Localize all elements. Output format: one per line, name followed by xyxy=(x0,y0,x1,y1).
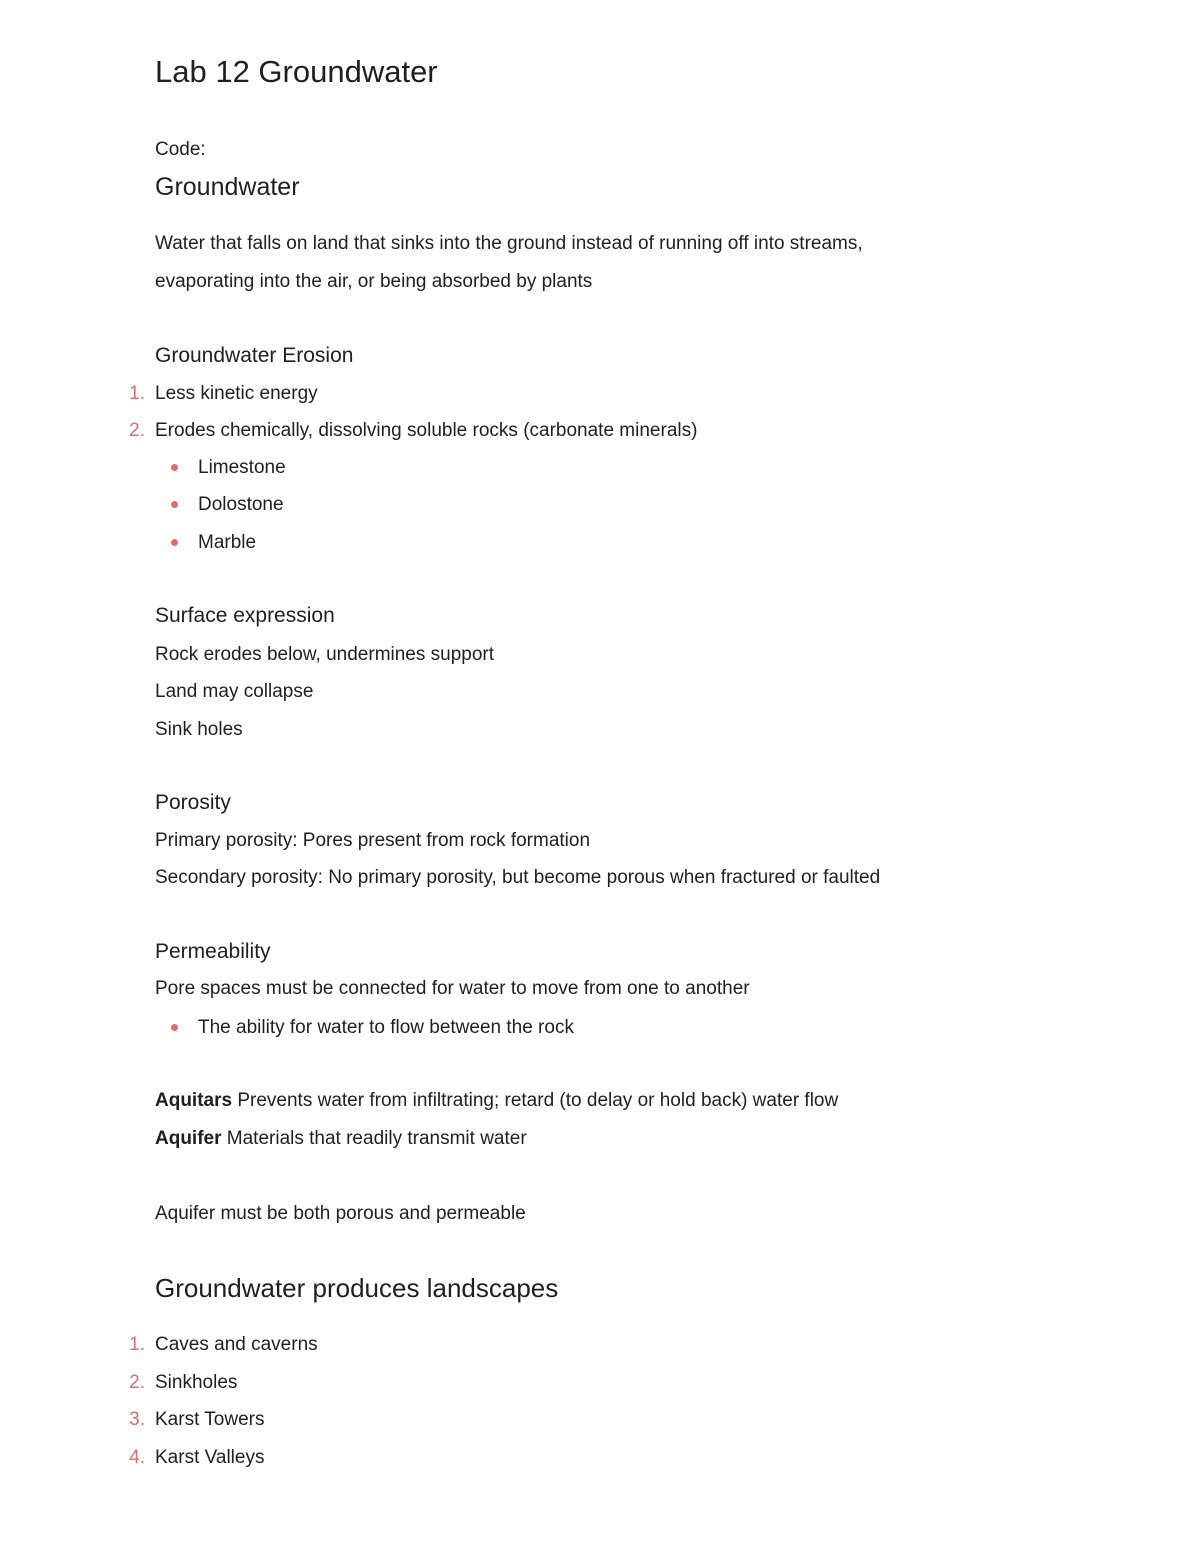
bullet-marker xyxy=(171,1024,178,1031)
aquitars-definition xyxy=(155,1088,838,1114)
bullet-item-marble: Marble xyxy=(198,532,257,553)
bullet-item-dolostone: Dolostone xyxy=(198,494,284,515)
porosity-line: Secondary porosity: No primary porosity, but become porous when fractured or faulted xyxy=(155,867,881,888)
permeability-line: Pore spaces must be connected for water to move from one to another xyxy=(155,978,750,999)
erosion-heading: Groundwater Erosion xyxy=(155,344,354,367)
list-item: Sinkholes xyxy=(155,1372,238,1393)
surface-line: Land may collapse xyxy=(155,681,314,702)
page-title: Lab 12 Groundwater xyxy=(155,54,438,89)
list-item: Karst Valleys xyxy=(155,1447,265,1468)
code-label: Code: xyxy=(155,139,206,160)
list-number: 4. xyxy=(129,1447,145,1468)
list-item: Erodes chemically, dissolving soluble rocks (carbonate minerals) xyxy=(155,420,698,441)
bullet-item-limestone: Limestone xyxy=(198,457,286,478)
aquifer-note: Aquifer must be both porous and permeable xyxy=(155,1203,526,1224)
bullet-marker xyxy=(171,539,178,546)
list-number: 2. xyxy=(129,1372,145,1393)
aquitars-term: Aquitars xyxy=(155,1090,233,1111)
list-item: Less kinetic energy xyxy=(155,383,318,404)
list-item: Karst Towers xyxy=(155,1409,265,1430)
landscapes-heading: Groundwater produces landscapes xyxy=(155,1273,559,1303)
groundwater-definition-line1: Water that falls on land that sinks into the ground instead of running off into streams, xyxy=(155,233,863,254)
permeability-bullet: The ability for water to flow between the rock xyxy=(198,1017,574,1038)
surface-line: Rock erodes below, undermines support xyxy=(155,644,495,665)
surface-expression-heading: Surface expression xyxy=(155,604,335,627)
list-number: 3. xyxy=(129,1409,145,1430)
porosity-line: Primary porosity: Pores present from rock formation xyxy=(155,830,591,851)
groundwater-heading: Groundwater xyxy=(155,173,300,201)
list-number: 2. xyxy=(129,420,145,441)
list-number: 1. xyxy=(129,1334,145,1355)
aquifer-term: Aquifer xyxy=(155,1128,222,1149)
bullet-marker xyxy=(171,464,178,471)
porosity-heading: Porosity xyxy=(155,791,231,814)
aquitars-text: Prevents water from infiltrating; retard (to delay or hold back) water flow xyxy=(232,1090,839,1111)
bullet-marker xyxy=(171,501,178,508)
permeability-heading: Permeability xyxy=(155,940,271,963)
groundwater-definition-line2: evaporating into the air, or being absorbed by plants xyxy=(155,271,593,292)
aquifer-definition xyxy=(155,1126,527,1152)
list-number: 1. xyxy=(129,383,145,404)
aquifer-text: Materials that readily transmit water xyxy=(221,1128,527,1149)
list-item: Caves and caverns xyxy=(155,1334,318,1355)
surface-line: Sink holes xyxy=(155,719,243,740)
